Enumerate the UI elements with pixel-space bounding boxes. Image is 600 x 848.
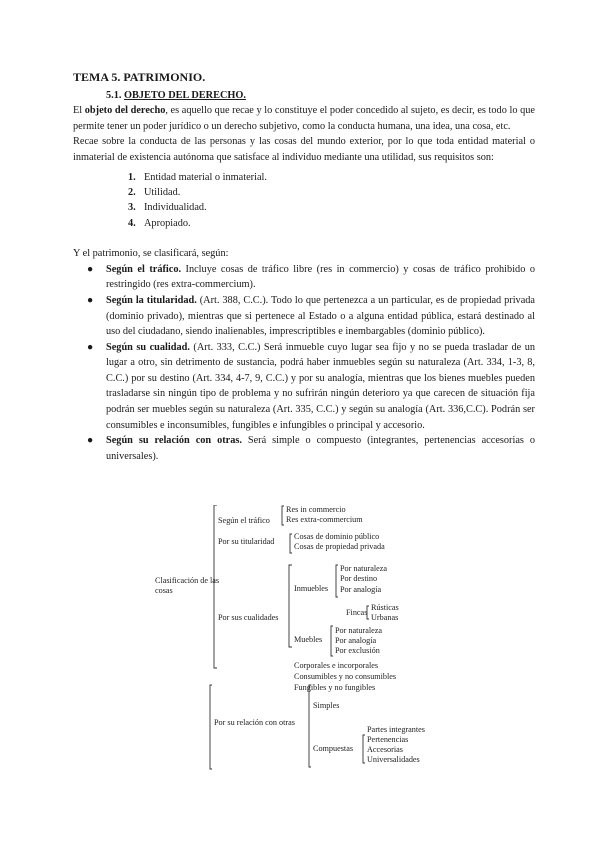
diagram-leaf: Corporales e incorporales	[294, 661, 379, 670]
document-body	[73, 70, 535, 464]
list-item: 3. Individualidad.	[128, 202, 207, 214]
bracket-muebles	[331, 626, 333, 656]
diagram-root: Clasificación de las cosas	[155, 576, 220, 595]
diagram-leaf: Por destino	[340, 574, 378, 583]
list-item: ● Según el tráfico. Incluye cosas de tráfico libre (res in commercio) y cosas de tráfico prohibido o restringido (res extra-commercium).	[87, 263, 535, 291]
diagram-leaf: Urbanas	[371, 613, 399, 622]
diagram-leaf: Consumibles y no consumibles	[294, 672, 397, 681]
diagram-leaf: Partes integrantes	[367, 725, 425, 734]
diagram-leaf: Por naturaleza	[335, 626, 383, 635]
intro-rest: , es aquello que recae y lo constituye el poder concedido al sujeto, es decir, es todo lo que permite tener un poder jurídico o un derecho subjetivo, como la conducta humana, una idea, una cosa, etc.	[73, 105, 535, 132]
diagram-leaf: Por naturaleza	[340, 564, 388, 573]
bullet-icon: ●	[87, 341, 94, 353]
diagram-leaf: Por analogía	[340, 585, 382, 594]
list-item: 4. Apropiado.	[128, 217, 191, 229]
diagram-leaf: Res extra-commercium	[286, 515, 363, 524]
intro-lead: El	[73, 105, 85, 117]
requisitos-paragraph: Recae sobre la conducta de las personas y las cosas del mundo exterior, por lo que toda entidad material o inmaterial de existencia autónoma que satisface al individuo mediante una utilidad, sus requisitos son:	[73, 136, 535, 163]
bullet-icon: ●	[87, 263, 94, 275]
diagram-leaf: Por analogía	[335, 636, 377, 645]
diagram-titularidad: Por su titularidad	[218, 537, 275, 546]
diagram-inmuebles: Inmuebles	[294, 584, 329, 593]
bracket-cualidades	[289, 565, 292, 647]
diagram-leaf: Rústicas	[371, 603, 399, 612]
section-number: 5.1.	[106, 89, 122, 101]
diagram-fincas: Fincas	[346, 608, 368, 617]
diagram-cualidades: Por sus cualidades	[218, 613, 279, 622]
diagram-leaf: Res in commercio	[286, 505, 346, 514]
bracket-trafico	[282, 506, 284, 525]
clasificacion-list	[73, 262, 535, 465]
diagram-leaf: Accesorias	[367, 745, 403, 754]
bracket-relacion-main	[210, 685, 212, 769]
list-item: ● Según su cualidad. (Art. 333, C.C.) Será inmueble cuyo lugar sea fijo y no se pueda trasladar de un lugar a otro, sin detrimento de sustancia, podrá haber inmuebles según su naturaleza (Art. 334, 1-3, 8, C.C.) por su destino (Art. 334, 4-7, 9, C.C.) y por su analogía, mientras que los bienes muebles pueden trasladarse sin ningún tipo de problema y no sufrirán ningún deterioro ya que carecen de situación fija podrán ser muebles según su naturaleza (Art. 335, C.C.) y según su analogía (Art. 336,C.C). Podrán ser consumibles e inconsumibles, fungibles e infungibles o principal y accesorio.	[87, 341, 535, 431]
classification-diagram	[150, 505, 450, 775]
intro-bold: objeto del derecho	[84, 105, 166, 117]
list-item: 1. Entidad material o inmaterial.	[128, 171, 267, 183]
diagram-trafico: Según el tráfico	[218, 516, 270, 525]
section-heading	[106, 88, 535, 104]
diagram-compuestas: Compuestas	[313, 744, 354, 753]
diagram-leaf: Pertenencias	[367, 735, 409, 744]
diagram-leaf: Por exclusión	[335, 646, 380, 655]
diagram-leaf: Fungibles y no fungibles	[294, 683, 376, 692]
section-title: OBJETO DEL DERECHO.	[124, 89, 247, 101]
diagram-leaf: Cosas de propiedad privada	[294, 542, 385, 551]
intro-paragraph	[73, 103, 535, 134]
diagram-muebles: Muebles	[294, 635, 323, 644]
diagram-leaf: Cosas de dominio público	[294, 532, 380, 541]
clasifica-intro: Y el patrimonio, se clasificará, según:	[73, 248, 229, 260]
requisitos-list	[73, 170, 535, 232]
bracket-relacion	[309, 685, 311, 767]
diagram-leaf: Universalidades	[367, 755, 420, 764]
diagram-simples: Simples	[313, 701, 340, 710]
list-item: ● Según la titularidad. (Art. 388, C.C.). Todo lo que pertenezca a un particular, es de propiedad privada (dominio privado), mientras que si pertenece al Estado o a alguna entidad pública, estará destinado al uso del ciudadano, siendo inalienables, imprescriptibles e inembargables (dominio público).	[87, 294, 535, 338]
bullet-icon: ●	[87, 435, 94, 447]
bracket-compuestas	[363, 735, 365, 763]
list-item: ● Según su relación con otras. Será simple o compuesto (integrantes, pertenencias accesorias o universales).	[87, 435, 535, 462]
diagram-relacion: Por su relación con otras	[214, 718, 295, 727]
bracket-inmuebles	[336, 565, 338, 597]
bullet-icon: ●	[87, 294, 94, 306]
list-item: 2. Utilidad.	[128, 186, 181, 198]
page-title: TEMA 5. PATRIMONIO.	[73, 70, 206, 84]
bracket-titularidad	[290, 534, 292, 553]
